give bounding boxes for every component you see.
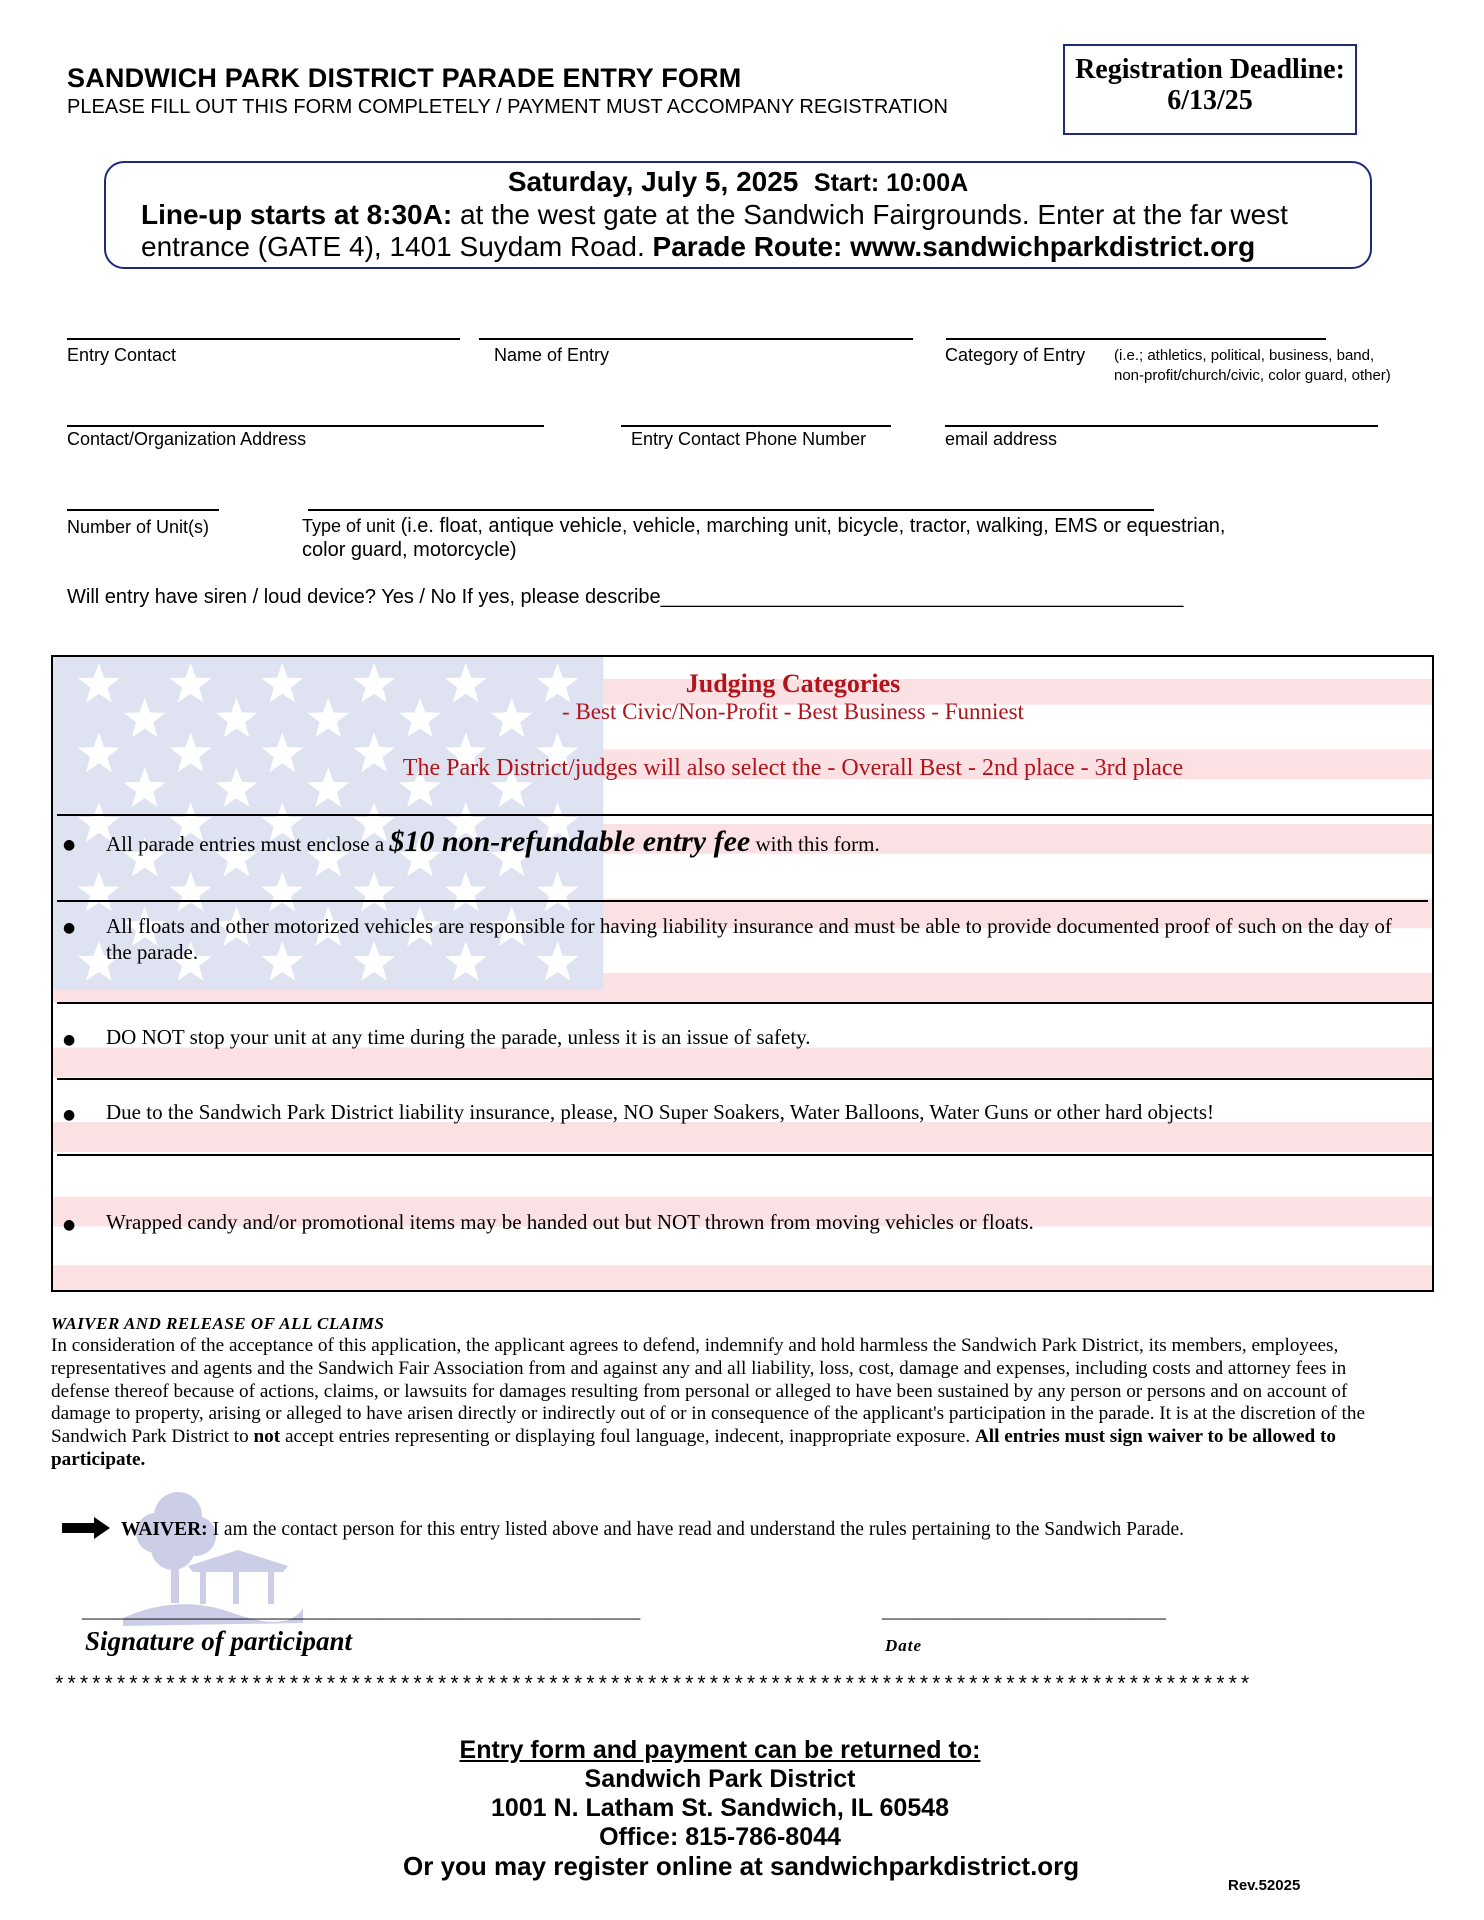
- event-lineup: [141, 199, 1341, 263]
- return-office-phone: Office: 815-786-8044: [599, 1823, 841, 1851]
- bullet-icon: ●: [63, 1217, 76, 1233]
- rule-no-water: Due to the Sandwich Park District liability insurance, please, NO Super Soakers, Water Balloons, Water Guns or other hard objects!: [106, 1100, 1214, 1124]
- event-date: Saturday, July 5, 2025: [507, 166, 799, 197]
- flag-stripe: [53, 1122, 1432, 1152]
- siren-question[interactable]: Will entry have siren / loud device? Yes / No If yes, please describe_______________________________________________: [67, 586, 1184, 608]
- category-label: Category of Entry: [945, 345, 1086, 365]
- revision-number: Rev.52025: [1228, 1877, 1301, 1894]
- judging-title: Judging Categories: [685, 669, 901, 698]
- rule-fee-amount: $10 non-refundable entry fee: [389, 825, 751, 858]
- name-of-entry-label: Name of Entry: [494, 345, 610, 365]
- arrow-right-icon: [62, 1517, 112, 1539]
- waiver-label: WAIVER:: [121, 1519, 208, 1540]
- rule-stop: DO NOT stop your unit at any time during the parade, unless it is an issue of safety.: [106, 1025, 811, 1049]
- rule-divider: [57, 900, 1428, 902]
- rule-fee-post: with this form.: [750, 832, 880, 856]
- parade-route: Parade Route: www.sandwichparkdistrict.org: [652, 231, 1256, 262]
- type-of-unit-label: [302, 514, 1225, 562]
- form-title: SANDWICH PARK DISTRICT PARADE ENTRY FORM: [67, 63, 742, 93]
- entry-contact-label: Entry Contact: [67, 345, 177, 365]
- email-label: email address: [945, 429, 1058, 449]
- register-online[interactable]: Or you may register online at sandwichparkdistrict.org: [403, 1851, 1080, 1881]
- rule-divider: [57, 1154, 1432, 1156]
- address-label: Contact/Organization Address: [67, 429, 307, 449]
- waiver-statement: [121, 1519, 1184, 1541]
- waiver-must-sign: All entries must sign waiver to be allowed to participate.: [51, 1426, 1336, 1470]
- waiver-not: not: [253, 1426, 281, 1448]
- bullet-icon: ●: [63, 920, 76, 936]
- rule-divider: [57, 1078, 1432, 1080]
- bullet-icon: ●: [63, 1032, 76, 1048]
- type-of-unit-field[interactable]: [308, 509, 1154, 511]
- signature-label: Signature of participant: [85, 1626, 353, 1656]
- number-of-units-field[interactable]: [67, 509, 219, 511]
- date-field[interactable]: _____________________________: [882, 1601, 1167, 1622]
- entry-contact-field[interactable]: [67, 338, 460, 340]
- rule-divider: [57, 1002, 1432, 1004]
- flag-background: [53, 657, 1432, 1290]
- bullet-icon: ●: [63, 837, 76, 853]
- event-start: Start: 10:00A: [813, 169, 969, 197]
- waiver-text-2: accept entries representing or displaying foul language, indecent, inappropriate exposure.: [280, 1426, 975, 1448]
- return-heading: Entry form and payment can be returned to:: [459, 1736, 981, 1764]
- rule-candy: Wrapped candy and/or promotional items may be handed out but NOT thrown from moving vehicles or floats.: [106, 1210, 1034, 1234]
- return-address: 1001 N. Latham St. Sandwich, IL 60548: [490, 1794, 950, 1822]
- rule-fee-pre: All parade entries must enclose a: [106, 832, 390, 856]
- category-hint-line1: (i.e.; athletics, political, business, band,: [1114, 347, 1375, 364]
- bullet-icon: ●: [63, 1107, 76, 1123]
- separator-stars: *************************************************************************************************: [53, 1675, 1252, 1698]
- event-info-box: [104, 161, 1372, 269]
- flag-stripe: [53, 1265, 1432, 1290]
- judging-awards: The Park District/judges will also select the - Overall Best - 2nd place - 3rd place: [402, 755, 1184, 781]
- type-label: Type of unit: [302, 516, 396, 536]
- type-hint-line1: (i.e. float, antique vehicle, vehicle, marching unit, bicycle, tractor, walking, EMS or equestrian,: [395, 515, 1226, 537]
- date-label: Date: [885, 1636, 923, 1655]
- lineup-text: at the west gate at the Sandwich Fairgrounds. Enter at the far west entrance (GATE 4), 1401 Suydam Road.: [141, 199, 1288, 262]
- rule-insurance: All floats and other motorized vehicles are responsible for having liability insurance and must be able to provide documented proof of such on the day of the parade.: [106, 914, 1392, 964]
- type-hint-line2: color guard, motorcycle): [302, 539, 517, 561]
- waiver-body: [51, 1335, 1381, 1472]
- return-organization: Sandwich Park District: [584, 1765, 856, 1793]
- rule-fee: [106, 825, 880, 858]
- address-field[interactable]: [67, 425, 544, 427]
- event-date-line: [106, 166, 1370, 198]
- waiver-statement-text: I am the contact person for this entry listed above and have read and understand the rules pertaining to the Sandwich Parade.: [207, 1519, 1184, 1540]
- category-hint: [1114, 346, 1391, 386]
- name-of-entry-field[interactable]: [479, 338, 913, 340]
- deadline-box: [1063, 44, 1357, 135]
- rule-divider: [57, 814, 1432, 816]
- deadline-label: Registration Deadline:: [1075, 54, 1345, 85]
- judging-categories: - Best Civic/Non-Profit - Best Business - Funniest: [562, 699, 1024, 724]
- category-field[interactable]: [946, 338, 1326, 340]
- deadline-date: 6/13/25: [1167, 85, 1253, 116]
- form-subtitle: PLEASE FILL OUT THIS FORM COMPLETELY / PAYMENT MUST ACCOMPANY REGISTRATION: [67, 96, 948, 118]
- rules-box: [51, 655, 1434, 1292]
- flag-stripe: [53, 1048, 1432, 1078]
- waiver-heading: WAIVER AND RELEASE OF ALL CLAIMS: [51, 1314, 385, 1333]
- signature-field[interactable]: _________________________________________________________: [82, 1601, 641, 1622]
- waiver-text: In consideration of the acceptance of this application, the applicant agrees to defend, indemnify and hold harmless the Sandwich Park District, its members, employees, representatives and agents and the Sandwich Fair Association from and against any and all liability, loss, cost, damage and expenses, including costs and attorney fees in defense thereof because of actions, claims, or lawsuits for damages resulting from personal or alleged to have been sustained by any person or persons and on account of damage to property, arising or alleged to have arisen directly or indirectly out of or in consequence of the applicant's participation in the parade. It is at the discretion of the Sandwich Park District to: [51, 1335, 1365, 1448]
- category-hint-line2: non-profit/church/civic, color guard, other): [1114, 367, 1391, 384]
- number-of-units-label: Number of Unit(s): [67, 517, 210, 537]
- email-field[interactable]: [945, 425, 1378, 427]
- phone-label: Entry Contact Phone Number: [631, 429, 867, 449]
- phone-field[interactable]: [621, 425, 891, 427]
- lineup-label: Line-up starts at 8:30A:: [141, 199, 453, 230]
